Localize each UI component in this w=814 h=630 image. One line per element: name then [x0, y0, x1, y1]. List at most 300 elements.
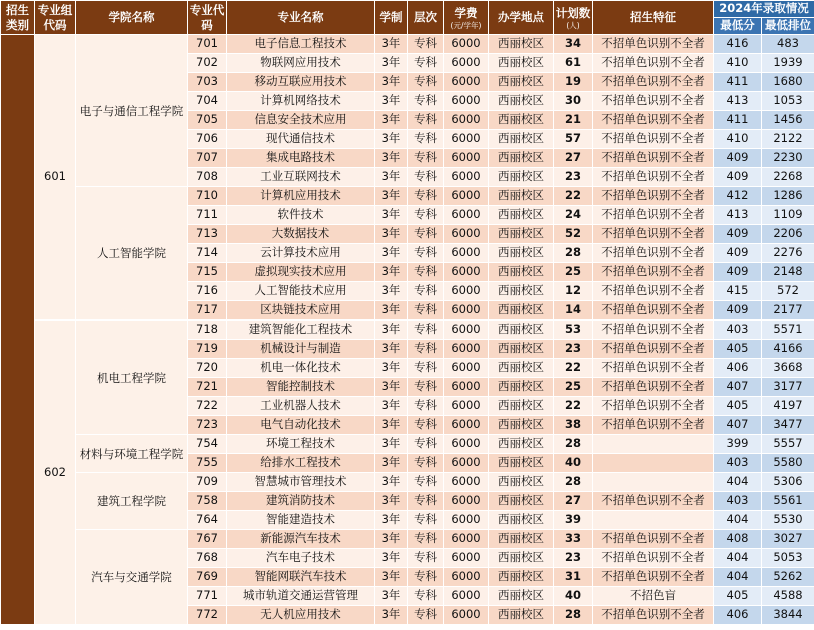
rank-cell: 2206: [762, 225, 814, 244]
feature-cell: 不招单色识别不全者: [593, 282, 714, 301]
group-code-cell: 601: [35, 35, 76, 321]
major-name-cell: 软件技术: [227, 206, 375, 225]
table-row: [1, 473, 814, 492]
rank-cell: 5580: [762, 454, 814, 473]
campus-cell: 西丽校区: [489, 149, 554, 168]
level-cell: 专科: [408, 340, 444, 359]
major-code-cell: 772: [188, 606, 227, 625]
header-feature: 招生特征: [593, 1, 714, 35]
header-plan-label: 计划数: [555, 5, 591, 20]
tuition-cell: 6000: [444, 244, 489, 263]
feature-cell: 不招单色识别不全者: [593, 568, 714, 587]
tuition-cell: 6000: [444, 492, 489, 511]
plan-cell: 21: [554, 111, 593, 130]
score-cell: 409: [714, 225, 762, 244]
feature-cell: 不招单色识别不全者: [593, 225, 714, 244]
plan-cell: 24: [554, 206, 593, 225]
level-cell: 专科: [408, 397, 444, 416]
tuition-cell: 6000: [444, 73, 489, 92]
level-cell: 专科: [408, 301, 444, 321]
college-cell: 建筑工程学院: [76, 473, 188, 530]
rank-cell: 483: [762, 35, 814, 54]
plan-cell: 27: [554, 149, 593, 168]
major-code-cell: 714: [188, 244, 227, 263]
plan-cell: 22: [554, 187, 593, 206]
score-cell: 416: [714, 35, 762, 54]
duration-cell: 3年: [375, 606, 408, 625]
tuition-cell: 6000: [444, 263, 489, 282]
rank-cell: 5306: [762, 473, 814, 492]
plan-cell: 30: [554, 92, 593, 111]
major-code-cell: 719: [188, 340, 227, 359]
plan-cell: 34: [554, 35, 593, 54]
level-cell: 专科: [408, 511, 444, 530]
score-cell: 407: [714, 378, 762, 397]
feature-cell: 不招单色识别不全者: [593, 606, 714, 625]
category-cell: [1, 35, 35, 625]
level-cell: 专科: [408, 35, 444, 54]
major-code-cell: 764: [188, 511, 227, 530]
duration-cell: 3年: [375, 130, 408, 149]
major-name-cell: 现代通信技术: [227, 130, 375, 149]
score-cell: 405: [714, 397, 762, 416]
header-plan: [554, 1, 593, 35]
tuition-cell: 6000: [444, 435, 489, 454]
feature-cell: 不招单色识别不全者: [593, 111, 714, 130]
score-cell: 412: [714, 187, 762, 206]
feature-cell: 不招单色识别不全者: [593, 54, 714, 73]
level-cell: 专科: [408, 225, 444, 244]
duration-cell: 3年: [375, 244, 408, 263]
plan-cell: 23: [554, 340, 593, 359]
major-name-cell: 电子信息工程技术: [227, 35, 375, 54]
feature-cell: 不招单色识别不全者: [593, 530, 714, 549]
table-header: [1, 1, 814, 35]
tuition-cell: 6000: [444, 378, 489, 397]
duration-cell: 3年: [375, 263, 408, 282]
tuition-cell: 6000: [444, 397, 489, 416]
campus-cell: 西丽校区: [489, 587, 554, 606]
score-cell: 409: [714, 263, 762, 282]
rank-cell: 4197: [762, 397, 814, 416]
duration-cell: 3年: [375, 511, 408, 530]
major-name-cell: 建筑智能化工程技术: [227, 320, 375, 340]
tuition-cell: 6000: [444, 454, 489, 473]
major-code-cell: 704: [188, 92, 227, 111]
score-cell: 403: [714, 492, 762, 511]
tuition-cell: 6000: [444, 606, 489, 625]
rank-cell: 1939: [762, 54, 814, 73]
major-code-cell: 702: [188, 54, 227, 73]
tuition-cell: 6000: [444, 187, 489, 206]
major-name-cell: 虚拟现实技术应用: [227, 263, 375, 282]
campus-cell: 西丽校区: [489, 282, 554, 301]
tuition-cell: 6000: [444, 340, 489, 359]
major-name-cell: 大数据技术: [227, 225, 375, 244]
level-cell: 专科: [408, 130, 444, 149]
plan-cell: 25: [554, 263, 593, 282]
tuition-cell: 6000: [444, 587, 489, 606]
college-cell: 电子与通信工程学院: [76, 35, 188, 187]
campus-cell: 西丽校区: [489, 549, 554, 568]
feature-cell: 不招单色识别不全者: [593, 359, 714, 378]
major-name-cell: 人工智能技术应用: [227, 282, 375, 301]
campus-cell: 西丽校区: [489, 301, 554, 321]
table-row: [1, 187, 814, 206]
tuition-cell: 6000: [444, 301, 489, 321]
feature-cell: 不招单色识别不全者: [593, 168, 714, 187]
campus-cell: 西丽校区: [489, 187, 554, 206]
level-cell: 专科: [408, 168, 444, 187]
tuition-cell: 6000: [444, 549, 489, 568]
header-level: 层次: [408, 1, 444, 35]
major-code-cell: 717: [188, 301, 227, 321]
major-code-cell: 754: [188, 435, 227, 454]
score-cell: 413: [714, 206, 762, 225]
level-cell: 专科: [408, 492, 444, 511]
plan-cell: 61: [554, 54, 593, 73]
plan-cell: 22: [554, 397, 593, 416]
plan-cell: 27: [554, 492, 593, 511]
college-cell: 汽车与交通学院: [76, 530, 188, 625]
table-body: [1, 35, 814, 625]
duration-cell: 3年: [375, 416, 408, 435]
score-cell: 403: [714, 320, 762, 340]
duration-cell: 3年: [375, 378, 408, 397]
score-cell: 409: [714, 168, 762, 187]
campus-cell: 西丽校区: [489, 359, 554, 378]
level-cell: 专科: [408, 454, 444, 473]
major-code-cell: 713: [188, 225, 227, 244]
feature-cell: [593, 435, 714, 454]
major-name-cell: 机电一体化技术: [227, 359, 375, 378]
plan-cell: 12: [554, 282, 593, 301]
plan-cell: 33: [554, 530, 593, 549]
campus-cell: 西丽校区: [489, 73, 554, 92]
level-cell: 专科: [408, 263, 444, 282]
duration-cell: 3年: [375, 149, 408, 168]
major-code-cell: 723: [188, 416, 227, 435]
plan-cell: 23: [554, 168, 593, 187]
score-cell: 413: [714, 92, 762, 111]
major-code-cell: 716: [188, 282, 227, 301]
level-cell: 专科: [408, 111, 444, 130]
level-cell: 专科: [408, 244, 444, 263]
duration-cell: 3年: [375, 168, 408, 187]
feature-cell: 不招单色识别不全者: [593, 378, 714, 397]
feature-cell: [593, 511, 714, 530]
campus-cell: 西丽校区: [489, 168, 554, 187]
tuition-cell: 6000: [444, 130, 489, 149]
campus-cell: 西丽校区: [489, 54, 554, 73]
duration-cell: 3年: [375, 73, 408, 92]
major-code-cell: 771: [188, 587, 227, 606]
major-name-cell: 给排水工程技术: [227, 454, 375, 473]
header-category: 招生类别: [1, 1, 35, 35]
major-name-cell: 信息安全技术应用: [227, 111, 375, 130]
feature-cell: 不招单色识别不全者: [593, 301, 714, 321]
rank-cell: 3177: [762, 378, 814, 397]
rank-cell: 1053: [762, 92, 814, 111]
major-code-cell: 705: [188, 111, 227, 130]
major-code-cell: 701: [188, 35, 227, 54]
major-name-cell: 城市轨道交通运营管理: [227, 587, 375, 606]
rank-cell: 572: [762, 282, 814, 301]
header-major-code: 专业代码: [188, 1, 227, 35]
major-code-cell: 721: [188, 378, 227, 397]
rank-cell: 2122: [762, 130, 814, 149]
duration-cell: 3年: [375, 35, 408, 54]
major-code-cell: 703: [188, 73, 227, 92]
header-major-name: 专业名称: [227, 1, 375, 35]
major-name-cell: 计算机应用技术: [227, 187, 375, 206]
header-tuition: [444, 1, 489, 35]
level-cell: 专科: [408, 416, 444, 435]
score-cell: 407: [714, 416, 762, 435]
score-cell: 406: [714, 606, 762, 625]
major-code-cell: 768: [188, 549, 227, 568]
duration-cell: 3年: [375, 397, 408, 416]
feature-cell: 不招色盲: [593, 587, 714, 606]
campus-cell: 西丽校区: [489, 397, 554, 416]
feature-cell: [593, 473, 714, 492]
rank-cell: 5561: [762, 492, 814, 511]
table-row: [1, 35, 814, 54]
major-code-cell: 706: [188, 130, 227, 149]
level-cell: 专科: [408, 359, 444, 378]
tuition-cell: 6000: [444, 511, 489, 530]
major-name-cell: 汽车电子技术: [227, 549, 375, 568]
rank-cell: 4166: [762, 340, 814, 359]
table-row: [1, 320, 814, 340]
plan-cell: 28: [554, 435, 593, 454]
plan-cell: 28: [554, 244, 593, 263]
plan-cell: 38: [554, 416, 593, 435]
level-cell: 专科: [408, 568, 444, 587]
tuition-cell: 6000: [444, 473, 489, 492]
header-min-rank: 最低排位: [762, 18, 814, 35]
campus-cell: 西丽校区: [489, 492, 554, 511]
rank-cell: 1456: [762, 111, 814, 130]
group-code-cell: 602: [35, 320, 76, 625]
major-name-cell: 计算机网络技术: [227, 92, 375, 111]
level-cell: 专科: [408, 92, 444, 111]
college-cell: 材料与环境工程学院: [76, 435, 188, 473]
score-cell: 399: [714, 435, 762, 454]
table-row: [1, 530, 814, 549]
duration-cell: 3年: [375, 587, 408, 606]
tuition-cell: 6000: [444, 359, 489, 378]
major-name-cell: 智能建造技术: [227, 511, 375, 530]
rank-cell: 3844: [762, 606, 814, 625]
duration-cell: 3年: [375, 187, 408, 206]
campus-cell: 西丽校区: [489, 206, 554, 225]
duration-cell: 3年: [375, 206, 408, 225]
header-year: 2024年录取情况: [714, 1, 814, 18]
score-cell: 406: [714, 359, 762, 378]
score-cell: 409: [714, 244, 762, 263]
major-name-cell: 智能控制技术: [227, 378, 375, 397]
plan-cell: 31: [554, 568, 593, 587]
feature-cell: 不招单色识别不全者: [593, 244, 714, 263]
duration-cell: 3年: [375, 454, 408, 473]
major-name-cell: 电气自动化技术: [227, 416, 375, 435]
campus-cell: 西丽校区: [489, 225, 554, 244]
header-duration: 学制: [375, 1, 408, 35]
rank-cell: 3668: [762, 359, 814, 378]
major-name-cell: 集成电路技术: [227, 149, 375, 168]
major-name-cell: 无人机应用技术: [227, 606, 375, 625]
header-campus: 办学地点: [489, 1, 554, 35]
score-cell: 405: [714, 340, 762, 359]
score-cell: 403: [714, 454, 762, 473]
campus-cell: 西丽校区: [489, 416, 554, 435]
score-cell: 415: [714, 282, 762, 301]
plan-cell: 52: [554, 225, 593, 244]
duration-cell: 3年: [375, 568, 408, 587]
major-code-cell: 769: [188, 568, 227, 587]
duration-cell: 3年: [375, 111, 408, 130]
feature-cell: 不招单色识别不全者: [593, 320, 714, 340]
feature-cell: 不招单色识别不全者: [593, 35, 714, 54]
feature-cell: 不招单色识别不全者: [593, 73, 714, 92]
major-code-cell: 707: [188, 149, 227, 168]
score-cell: 409: [714, 301, 762, 321]
rank-cell: 5557: [762, 435, 814, 454]
level-cell: 专科: [408, 187, 444, 206]
header-group-code: 专业组代码: [35, 1, 76, 35]
rank-cell: 4588: [762, 587, 814, 606]
score-cell: 408: [714, 530, 762, 549]
plan-cell: 14: [554, 301, 593, 321]
score-cell: 410: [714, 130, 762, 149]
duration-cell: 3年: [375, 530, 408, 549]
header-college: 学院名称: [76, 1, 188, 35]
major-code-cell: 708: [188, 168, 227, 187]
rank-cell: 1286: [762, 187, 814, 206]
major-name-cell: 区块链技术应用: [227, 301, 375, 321]
tuition-cell: 6000: [444, 168, 489, 187]
tuition-cell: 6000: [444, 149, 489, 168]
rank-cell: 5571: [762, 320, 814, 340]
tuition-cell: 6000: [444, 568, 489, 587]
score-cell: 405: [714, 587, 762, 606]
feature-cell: 不招单色识别不全者: [593, 149, 714, 168]
plan-cell: 23: [554, 549, 593, 568]
score-cell: 411: [714, 73, 762, 92]
plan-cell: 40: [554, 587, 593, 606]
header-min-score: 最低分: [714, 18, 762, 35]
rank-cell: 5530: [762, 511, 814, 530]
plan-cell: 22: [554, 359, 593, 378]
rank-cell: 2148: [762, 263, 814, 282]
major-name-cell: 环境工程技术: [227, 435, 375, 454]
major-code-cell: 710: [188, 187, 227, 206]
plan-cell: 40: [554, 454, 593, 473]
tuition-cell: 6000: [444, 416, 489, 435]
campus-cell: 西丽校区: [489, 35, 554, 54]
campus-cell: 西丽校区: [489, 92, 554, 111]
campus-cell: 西丽校区: [489, 454, 554, 473]
plan-cell: 25: [554, 378, 593, 397]
major-code-cell: 711: [188, 206, 227, 225]
tuition-cell: 6000: [444, 92, 489, 111]
tuition-cell: 6000: [444, 206, 489, 225]
campus-cell: 西丽校区: [489, 530, 554, 549]
plan-cell: 19: [554, 73, 593, 92]
duration-cell: 3年: [375, 359, 408, 378]
level-cell: 专科: [408, 282, 444, 301]
major-code-cell: 767: [188, 530, 227, 549]
plan-cell: 53: [554, 320, 593, 340]
campus-cell: 西丽校区: [489, 263, 554, 282]
score-cell: 404: [714, 511, 762, 530]
major-code-cell: 722: [188, 397, 227, 416]
tuition-cell: 6000: [444, 111, 489, 130]
plan-cell: 28: [554, 473, 593, 492]
rank-cell: 2177: [762, 301, 814, 321]
rank-cell: 5262: [762, 568, 814, 587]
score-cell: 411: [714, 111, 762, 130]
tuition-cell: 6000: [444, 54, 489, 73]
score-cell: 410: [714, 54, 762, 73]
level-cell: 专科: [408, 549, 444, 568]
duration-cell: 3年: [375, 549, 408, 568]
score-cell: 404: [714, 549, 762, 568]
rank-cell: 5053: [762, 549, 814, 568]
major-name-cell: 工业机器人技术: [227, 397, 375, 416]
level-cell: 专科: [408, 587, 444, 606]
college-cell: 人工智能学院: [76, 187, 188, 321]
major-code-cell: 709: [188, 473, 227, 492]
feature-cell: 不招单色识别不全者: [593, 416, 714, 435]
major-name-cell: 机械设计与制造: [227, 340, 375, 359]
major-code-cell: 720: [188, 359, 227, 378]
major-name-cell: 工业互联网技术: [227, 168, 375, 187]
feature-cell: 不招单色识别不全者: [593, 549, 714, 568]
campus-cell: 西丽校区: [489, 378, 554, 397]
score-cell: 404: [714, 568, 762, 587]
plan-cell: 57: [554, 130, 593, 149]
campus-cell: 西丽校区: [489, 320, 554, 340]
major-name-cell: 新能源汽车技术: [227, 530, 375, 549]
major-code-cell: 715: [188, 263, 227, 282]
header-tuition-unit: (元/学年): [450, 20, 482, 30]
tuition-cell: 6000: [444, 282, 489, 301]
rank-cell: 3027: [762, 530, 814, 549]
campus-cell: 西丽校区: [489, 473, 554, 492]
feature-cell: 不招单色识别不全者: [593, 492, 714, 511]
rank-cell: 3477: [762, 416, 814, 435]
level-cell: 专科: [408, 149, 444, 168]
campus-cell: 西丽校区: [489, 244, 554, 263]
feature-cell: 不招单色识别不全者: [593, 206, 714, 225]
header-tuition-label: 学费: [454, 5, 478, 20]
level-cell: 专科: [408, 206, 444, 225]
duration-cell: 3年: [375, 54, 408, 73]
tuition-cell: 6000: [444, 225, 489, 244]
feature-cell: 不招单色识别不全者: [593, 130, 714, 149]
major-name-cell: 智能网联汽车技术: [227, 568, 375, 587]
level-cell: 专科: [408, 73, 444, 92]
duration-cell: 3年: [375, 492, 408, 511]
rank-cell: 1680: [762, 73, 814, 92]
plan-cell: 39: [554, 511, 593, 530]
rank-cell: 2268: [762, 168, 814, 187]
duration-cell: 3年: [375, 340, 408, 359]
major-name-cell: 智慧城市管理技术: [227, 473, 375, 492]
feature-cell: 不招单色识别不全者: [593, 263, 714, 282]
